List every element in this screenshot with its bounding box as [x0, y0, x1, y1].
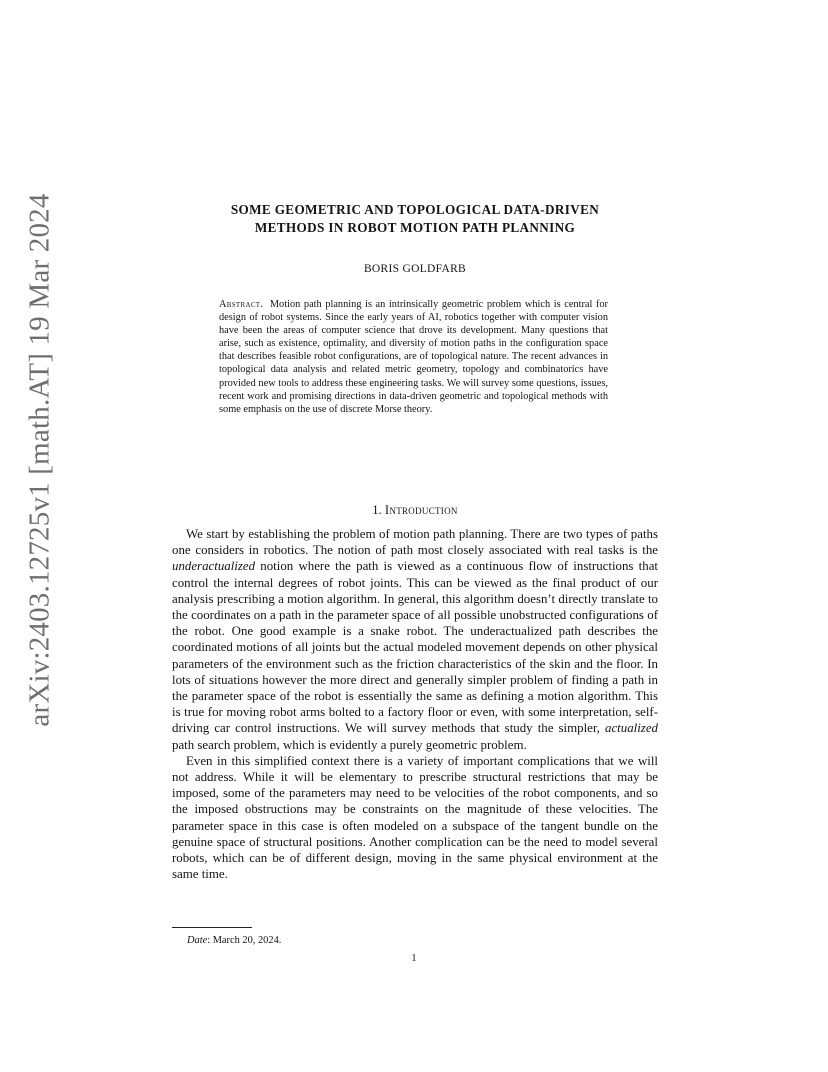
arxiv-identifier-stamp: arXiv:2403.12725v1 [math.AT] 19 Mar 2024 — [23, 193, 56, 727]
page-number: 1 — [411, 953, 417, 964]
footnote-label: Date — [187, 935, 208, 946]
section-heading — [172, 503, 658, 518]
footnote — [187, 935, 281, 946]
abstract-text: Motion path planning is an intrinsically geometric problem which is central for design of robot systems. Since the early years of AI, robotics together with computer vision have been the areas of computer science that drove its development. Many questions that arise, such as existence, optimality, and diversity of motion paths in the configuration space that describes feasible robot configurations, are of topological nature. The recent advances in topological data analysis and related metric geometry, topology and combinatorics have provided new tools to address these engineering tasks. We will survey some questions, issues, recent work and promising directions in data-driven geometric and topological methods with some emphasis on the use of discrete Morse theory. — [219, 299, 609, 415]
body-text — [172, 526, 658, 882]
text-run: We start by establishing the problem of motion path planning. There are two types of paths one considers in robotics. The notion of path most closely associated with real tasks is the — [172, 527, 658, 558]
abstract-label: Abstract. — [219, 299, 264, 310]
author-name: BORIS GOLDFARB — [363, 263, 467, 275]
paragraph: Even in this simplified context there is a variety of important complications that we will not address. While it will be elementary to prescribe structural restrictions that may be imposed, some of the parameters may need to be velocities of the robot components, and so the imposed obstructions may be constraints on the magnitude of these velocities. The parameter space in this case is often modeled on a subspace of the tangent bundle on the genuine space of structural positions. Another complication can be the need to model several robots, which can be of different design, moving in the same physical environment at the same time. — [172, 753, 658, 882]
section-title: Introduction — [384, 503, 458, 517]
footnote-divider — [172, 927, 252, 928]
text-run: notion where the path is viewed as a continuous flow of instructions that control the internal degrees of robot joints. This can be viewed as the final product of our analysis prescribing a motion algorithm. In general, this algorithm doesn’t directly translate to the coordinates on a path in the parameter space of all possible unobstructed configurations of the robot. One good example is a snake robot. The underactualized path describes the coordinated motions of all joints but the actual modeled movement depends on other physical parameters of the environment such as the friction characteristics of the skin and the floor. In lots of situations however the more direct and generally simpler problem of finding a path in the parameter space of the robot is essentially the same as defining a motion algorithm. This is true for moving robot arms bolted to a factory floor or even, with some interpretation, self-driving car control instructions. We will survey methods that study the simpler, — [172, 559, 658, 736]
paper-title — [160, 201, 670, 237]
abstract — [219, 298, 608, 416]
emphasis: actualized — [605, 721, 658, 736]
footnote-text: : March 20, 2024. — [207, 935, 282, 946]
title-line: METHODS IN ROBOT MOTION PATH PLANNING — [254, 220, 576, 235]
section-number: 1. — [372, 503, 382, 517]
title-line: SOME GEOMETRIC AND TOPOLOGICAL DATA-DRIVEN — [230, 202, 600, 217]
text-run: path search problem, which is evidently a purely geometric problem. — [172, 737, 527, 752]
paragraph — [172, 526, 658, 753]
emphasis: underactualized — [172, 559, 256, 574]
